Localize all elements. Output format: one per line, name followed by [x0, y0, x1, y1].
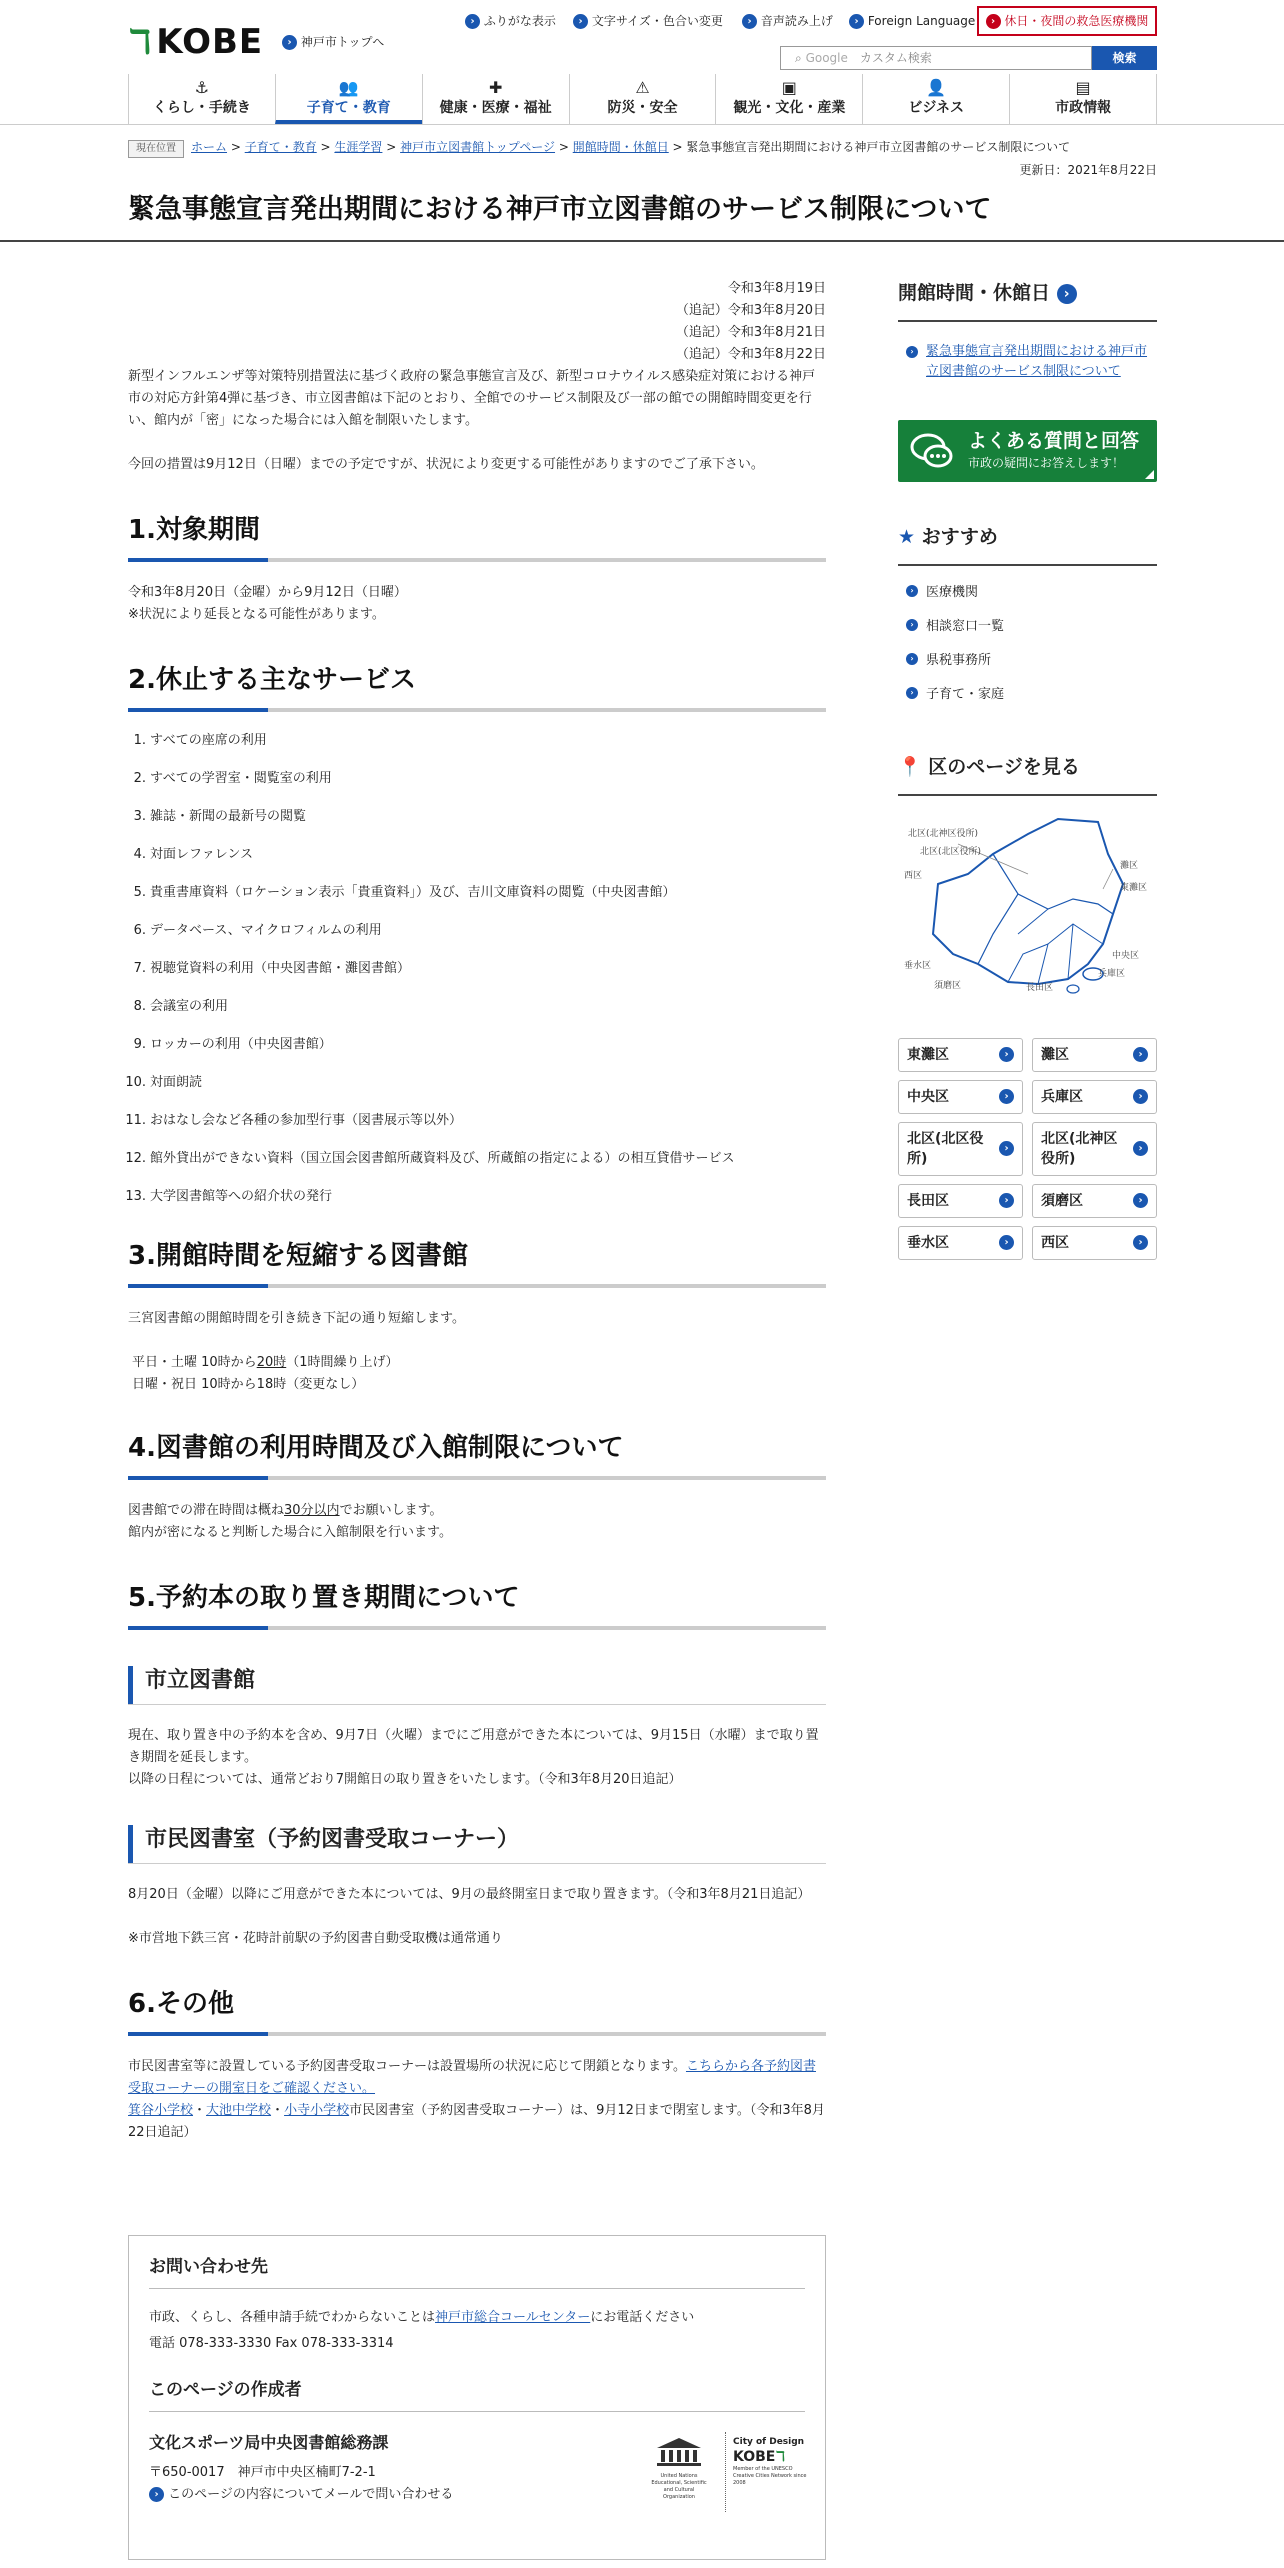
arrow-right-icon: › — [999, 1141, 1014, 1156]
rec-tax-office[interactable]: › 県税事務所 — [898, 644, 1157, 678]
stay-time-text: 図書館での滞在時間は概ね30分以内でお願いします。 — [128, 1503, 443, 1518]
arrow-right-icon: › — [906, 346, 918, 358]
ward-hyogo[interactable]: 兵庫区 › — [1032, 1080, 1157, 1114]
map-pin-icon: 📍 — [898, 756, 922, 778]
unesco-temple-icon — [655, 2436, 703, 2466]
sidebar — [898, 278, 1157, 1260]
section-5-heading: 5.予約本の取り置き期間について — [128, 1578, 826, 1630]
subway-machine-text: ※市営地下鉄三宮・花時計前駅の予約図書自動受取機は通常通り — [128, 1931, 503, 1946]
map-label: 須磨区 — [934, 981, 962, 991]
heading-divider — [128, 1863, 826, 1864]
author-heading: このページの作成者 — [149, 2375, 805, 2412]
updated-date: 更新日：2021年8月22日 — [1019, 163, 1157, 177]
gnav-disaster[interactable]: ⚠ 防災・安全 — [569, 74, 716, 124]
arrow-right-icon: › — [1057, 284, 1077, 304]
arrow-right-icon: › — [986, 14, 1001, 29]
arrow-right-icon: › — [573, 14, 588, 29]
service-item: 8. 会議室の利用 — [128, 988, 826, 1026]
period-text: 令和3年8月20日（金曜）から9月12日（日曜） — [128, 585, 407, 600]
service-item-number: 2. — [133, 771, 146, 786]
service-item: 13. 大学図書館等への紹介状の発行 — [128, 1178, 826, 1216]
section-6-heading: 6.その他 — [128, 1984, 826, 2036]
heading-divider — [128, 1704, 826, 1705]
gnav-health[interactable]: ✚ 健康・医療・福祉 — [422, 74, 569, 124]
service-item: 4. 対面レファレンス — [128, 836, 826, 874]
ward-kita[interactable]: 北区(北区役所) › — [898, 1122, 1023, 1176]
service-item-number: 6. — [133, 923, 146, 938]
breadcrumb-library-top[interactable]: 神戸市立図書館トップページ — [400, 140, 556, 154]
ward-kita-hokushin[interactable]: 北区(北神区役所) › — [1032, 1122, 1157, 1176]
gnav-childcare[interactable]: 👥 子育て・教育 — [275, 74, 422, 124]
service-item-number: 7. — [133, 961, 146, 976]
ward-nada[interactable]: 灘区 › — [1032, 1038, 1157, 1072]
arrow-right-icon: › — [999, 1235, 1014, 1250]
hours-intro: 三宮図書館の開館時間を引き続き下記の通り短縮します。 — [128, 1311, 465, 1326]
service-list — [125, 722, 826, 1216]
search-icon: ⌕ — [795, 51, 802, 65]
citizen-library-heading: 市民図書室（予約図書受取コーナー） — [128, 1825, 826, 1863]
search-button[interactable]: 検索 — [1092, 46, 1157, 70]
recommend-heading: ★ おすすめ — [898, 522, 1157, 566]
ward-tarumi[interactable]: 垂水区 › — [898, 1226, 1023, 1260]
section-3-heading: 3.開館時間を短縮する図書館 — [128, 1236, 826, 1288]
map-label: 中央区 — [1112, 951, 1140, 961]
map-label: 灘区 — [1120, 861, 1139, 871]
map-label: 北区(北区役所) — [920, 847, 982, 857]
service-item-number: 4. — [133, 847, 146, 862]
page-title: 緊急事態宣言発出期間における神戸市立図書館のサービス制限について — [128, 194, 992, 225]
service-item: 1. すべての座席の利用 — [128, 722, 826, 760]
service-item: 10. 対面朗読 — [128, 1064, 826, 1102]
foreign-language-link[interactable]: › Foreign Language — [849, 12, 975, 32]
arrow-right-icon: › — [999, 1047, 1014, 1062]
hold-extension-text: 現在、取り置き中の予約本を含め、9月7日（火曜）までにご用意ができた本については、9月15日（水曜）まで取り置き期間を延長します。 — [128, 1728, 819, 1765]
service-item-number: 9. — [133, 1037, 146, 1052]
ward-heading: 📍 区のページを見る — [898, 752, 1157, 796]
date-item: （追記）令和3年8月20日 — [675, 303, 826, 318]
citizen-hold-text: 8月20日（金曜）以降にご用意ができた本については、9月の最終開室日まで取り置きます。（令和3年8月21日追記） — [128, 1887, 811, 1902]
address-text: 〒650-0017 神戸市中央区楠町7-2-1 — [149, 2465, 376, 2480]
breadcrumb-childcare[interactable]: 子育て・教育 — [244, 140, 317, 154]
other-paragraph: 市民図書室等に設置している予約図書受取コーナーは設置場所の状況に応じて閉鎖となります。こちらから各予約図書受取コーナーの開室日をご確認ください。 箕谷小学校・大池中学校・小寺小学校市民図書室（予約図書受取コーナー）は、9月12日まで閉室します。（令和3年8月22日追記） — [128, 2059, 825, 2140]
chat-bubble-icon — [910, 432, 954, 470]
rec-medical[interactable]: › 医療機関 — [898, 576, 1157, 610]
service-item: 12. 館外貸出ができない資料（国立国会図書館所蔵資料及び、所蔵館の指定による）の相互貸借サービス — [128, 1140, 826, 1178]
ward-chuo[interactable]: 中央区 › — [898, 1080, 1023, 1114]
kobe-top-link[interactable]: › 神戸市トップへ — [282, 33, 384, 53]
map-label: 北区(北神区役所) — [908, 829, 979, 839]
breadcrumb-home[interactable]: ホーム — [191, 140, 228, 154]
phone-text: 電話 078-333-3330 Fax 078-333-3314 — [149, 2336, 394, 2351]
ward-map[interactable] — [898, 814, 1157, 1024]
main-content — [125, 278, 826, 2144]
service-item-number: 3. — [133, 809, 146, 824]
arrow-right-icon: › — [1133, 1141, 1148, 1156]
city-library-heading: 市立図書館 — [128, 1666, 826, 1704]
gnav-living[interactable]: ⚓ くらし・手続き — [128, 74, 275, 124]
briefcase-icon: ▣ — [781, 78, 797, 97]
entry-limit-text: 館内が密になると判断した場合に入館制限を行います。 — [128, 1525, 452, 1540]
hours-weekend: 日曜・祝日 10時から18時（変更なし） — [132, 1377, 365, 1392]
arrow-right-icon: › — [906, 619, 918, 631]
voice-read-link[interactable]: › 音声読み上げ — [742, 12, 833, 32]
service-item-number: 5. — [133, 885, 146, 900]
kodera-link[interactable]: 小寺小学校 — [284, 2103, 350, 2118]
city-of-design-logo: City of Design KOBEℸ Member of the UNESCO Creative Cities Network since 2008 — [733, 2436, 809, 2512]
service-item-number: 13. — [125, 1189, 146, 1204]
gnav-city-info[interactable]: ▤ 市政情報 — [1009, 74, 1157, 124]
section-2-heading: 2.休止する主なサービス — [128, 660, 826, 712]
map-label: 東灘区 — [1120, 883, 1148, 893]
service-item: 3. 雑誌・新聞の最新号の閲覧 — [128, 798, 826, 836]
service-item: 7. 視聴覚資料の利用（中央図書館・灘図書館） — [128, 950, 826, 988]
arrow-right-icon: › — [1133, 1089, 1148, 1104]
service-item-number: 1. — [133, 733, 146, 748]
gnav-business[interactable]: 👤 ビジネス — [862, 74, 1009, 124]
arrow-right-icon: › — [1133, 1235, 1148, 1250]
service-item: 6. データベース、マイクロフィルムの利用 — [128, 912, 826, 950]
design-kobe-text: KOBEℸ — [733, 2449, 785, 2465]
date-item: （追記）令和3年8月22日 — [675, 347, 826, 362]
kobe-logo-icon: ℸ — [128, 22, 153, 62]
map-label: 兵庫区 — [1098, 969, 1126, 979]
global-nav — [128, 74, 1157, 124]
text-size-link[interactable]: › 文字サイズ・色合い変更 — [573, 12, 723, 32]
arrow-right-icon: › — [1133, 1047, 1148, 1062]
unesco-logo: United Nations Educational, Scientific and Cultural Organization — [649, 2436, 709, 2512]
recommend-list — [898, 576, 1157, 712]
ward-higashinada[interactable]: 東灘区 › — [898, 1038, 1023, 1072]
service-item: 2. すべての学習室・閲覧室の利用 — [128, 760, 826, 798]
breadcrumb-label: 現在位置 — [128, 140, 184, 158]
breadcrumb: ホーム > 子育て・教育 > 生涯学習 > 神戸市立図書館トップページ > 開館時間・休館日 > 緊急事態宣言発出期間における神戸市立図書館のサービス制限について — [191, 140, 1071, 154]
gnav-divider — [0, 124, 1284, 125]
map-label: 長田区 — [1026, 983, 1054, 993]
service-item-number: 11. — [125, 1113, 146, 1128]
section-1-heading: 1.対象期間 — [128, 510, 826, 562]
hospital-icon: ✚ — [488, 78, 503, 97]
breadcrumb-hours[interactable]: 開館時間・休館日 — [572, 140, 669, 154]
anchor-icon: ⚓ — [194, 78, 210, 97]
star-icon: ★ — [898, 526, 916, 548]
person-icon: 👤 — [926, 78, 947, 97]
contact-heading: お問い合わせ先 — [149, 2252, 805, 2289]
ward-suma[interactable]: 須磨区 › — [1032, 1184, 1157, 1218]
intro-paragraph: 新型インフルエンザ等対策特別措置法に基づく政府の緊急事態宣言及び、新型コロナウイルス感染症対策における神戸市の対応方針第4弾に基づき、市立図書館は下記のとおり、全館でのサービス制限及び一部の館での開館時間変更を行い、館内が「密」になった場合には入館を制限いたします。 — [128, 369, 816, 428]
gnav-tourism[interactable]: ▣ 観光・文化・産業 — [715, 74, 862, 124]
contact-box — [128, 2235, 826, 2560]
oike-link[interactable]: 大池中学校 — [206, 2103, 272, 2118]
map-label: 垂水区 — [904, 961, 932, 971]
corner-arrow-icon — [1145, 470, 1154, 479]
kobe-mark-icon: ℸ — [775, 2449, 785, 2465]
arrow-right-icon: › — [465, 14, 480, 29]
call-center-text: 市政、くらし、各種申請手続でわからないことは神戸市総合コールセンターにお電話ください — [149, 2310, 695, 2325]
furigana-link[interactable]: › ふりがな表示 — [465, 12, 556, 32]
service-item: 9. ロッカーの利用（中央図書館） — [128, 1026, 826, 1064]
service-item: 11. おはなし会など各種の参加型行事（図書展示等以外） — [128, 1102, 826, 1140]
date-item: 令和3年8月19日 — [727, 281, 826, 296]
arrow-right-icon: › — [849, 14, 864, 29]
date-list — [128, 278, 826, 366]
arrow-right-icon: › — [999, 1089, 1014, 1104]
mail-link[interactable]: › このページの内容についてメールで問い合わせる — [149, 2484, 805, 2506]
service-item: 5. 貴重書庫資料（ロケーション表示「貴重資料」）及び、吉川文庫資料の閲覧（中央図書館） — [128, 874, 826, 912]
search-input[interactable]: ⌕ Google カスタム検索 — [780, 46, 1092, 70]
dept-name: 文化スポーツ局中央図書館総務課 — [149, 2433, 389, 2452]
ward-nagata[interactable]: 長田区 › — [898, 1184, 1023, 1218]
arrow-right-icon: › — [906, 653, 918, 665]
section-4-heading: 4.図書館の利用時間及び入館制限について — [128, 1428, 826, 1480]
service-item-number: 10. — [125, 1075, 146, 1090]
map-label: 西区 — [904, 871, 923, 881]
arrow-right-icon: › — [906, 687, 918, 699]
rec-consultation[interactable]: › 相談窓口一覧 — [898, 610, 1157, 644]
pickup-corner-link[interactable]: こちらから各予約図書受取コーナーの開室日をご確認ください。 — [128, 2059, 816, 2096]
minotani-link[interactable]: 箕谷小学校 — [128, 2103, 194, 2118]
arrow-right-icon: › — [282, 35, 297, 50]
period-note: ※状況により延長となる可能性があります。 — [128, 607, 385, 622]
logo-divider — [725, 2432, 726, 2512]
date-item: （追記）令和3年8月21日 — [675, 325, 826, 340]
rec-childcare[interactable]: › 子育て・家庭 — [898, 678, 1157, 712]
arrow-right-icon: › — [149, 2487, 164, 2502]
hours-weekday: 平日・土曜 10時から20時（1時間繰り上げ） — [132, 1355, 399, 1370]
warning-icon: ⚠ — [635, 78, 650, 97]
emergency-medical-button[interactable]: › 休日・夜間の救急医療機関 — [977, 6, 1157, 36]
title-divider — [0, 240, 1284, 242]
service-item-number: 8. — [133, 999, 146, 1014]
breadcrumb-lifelong[interactable]: 生涯学習 — [334, 140, 383, 154]
arrow-right-icon: › — [999, 1193, 1014, 1208]
service-item-number: 12. — [125, 1151, 146, 1166]
arrow-right-icon: › — [1133, 1193, 1148, 1208]
hours-heading[interactable]: 開館時間・休館日 › — [898, 278, 1157, 322]
ward-nishi[interactable]: 西区 › — [1032, 1226, 1157, 1260]
arrow-right-icon: › — [906, 585, 918, 597]
hold-normal-text: 以降の日程については、通常どおり7開館日の取り置きをいたします。（令和3年8月20日追記） — [128, 1772, 682, 1787]
kobe-logo[interactable]: ℸ KOBE — [128, 22, 264, 62]
intro-note: 今回の措置は9月12日（日曜）までの予定ですが、状況により変更する可能性がありますのでご了承下さい。 — [128, 457, 764, 472]
breadcrumb-current: 緊急事態宣言発出期間における神戸市立図書館のサービス制限について — [686, 140, 1071, 154]
people-icon: 👥 — [338, 78, 359, 97]
ward-buttons — [898, 1038, 1157, 1260]
faq-banner[interactable]: よくある質問と回答 市政の疑問にお答えします！ — [898, 420, 1157, 482]
arrow-right-icon: › — [742, 14, 757, 29]
book-icon: ▤ — [1075, 78, 1091, 97]
call-center-link[interactable]: 神戸市総合コールセンター — [435, 2310, 591, 2325]
hours-link[interactable]: › 緊急事態宣言発出期間における神戸市立図書館のサービス制限について — [898, 342, 1157, 382]
